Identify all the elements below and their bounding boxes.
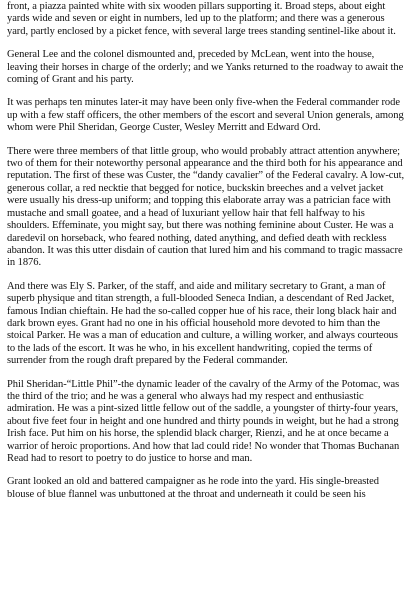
paragraph-3: It was perhaps ten minutes later-it may have been only five-when the Federal commander rode up with a few staff officers, the other members of the escort and several Union generals, among whom were Phil Sheridan, George Custer, Wesley Merritt and Edward Ord. — [7, 97, 404, 134]
paragraph-2: General Lee and the colonel dismounted and, preceded by McLean, went into the house, leaving their horses in charge of the orderly; and we Yanks returned to the roadway to await the coming of Grant and his party. — [7, 49, 404, 86]
paragraph-5: And there was Ely S. Parker, of the staff, and aide and military secretary to Grant, a man of superb physique and titan strength, a full-blooded Seneca Indian, a descendant of Red Jacket, famous Indian chieftain. He had the so-called copper hue of his race, their long black hair and dark brown eyes. Grant had no one in his official household more devoted to him than the stoical Parker. He was a man of education and culture, a willing worker, and always courteous to the lads of the escort. It was he who, in his excellent handwriting, copied the terms of surrender from the rough draft prepared by the Federal commander. — [7, 280, 398, 367]
paragraph-4: There were three members of that little group, who would probably attract attention anywhere; two of them for their noteworthy personal appearance and the third both for his appearance and reputation. The first of these was Custer, the “dandy cavalier” of the Federal cavalry. A low-cut, generous collar, a red necktie that begged for notice, buckskin breeches and a velvet jacket were usually his dress-up uniform; and topping this elaborate array was a patrician face with mustache and small goatee, and a head of luxuriant yellow hair that fell halfway to his shoulders. Effeminate, you might say, but there was nothing feminine about Custer. He was a daredevil on horseback, who feared nothing, dated anything, and defied death with reckless abandon. It was this utter disdain of caution that lured him and his command to tragic massacre in 1876. — [7, 145, 405, 269]
paragraph-7: Grant looked an old and battered campaigner as he rode into the yard. His single-breasted blouse of blue flannel was unbuttoned at the throat and underneath it could be seen his — [7, 476, 379, 500]
paragraph-6: Phil Sheridan-“Little Phil”-the dynamic leader of the cavalry of the Army of the Potomac, was the third of the trio; and he was a general who always had my respect and enthusiastic admiration. He was a pint-sized little fellow out of the saddle, a youngster of thirty-four years, about five feet four in height and one hundred and thirty pounds in weight, but he had a strong Irish face. Put him on his horse, the splendid black charger, Rienzi, and he at once became a warrior of heroic proportions. And how that lad could ride! No wonder that Thomas Buchanan Read had to resort to poetry to do justice to horse and man. — [7, 378, 400, 464]
paragraph-1: front, a piazza painted white with six wooden pillars supporting it. Broad steps, about eight yards wide and seven or eight in numbers, led up to the platform; and there was a generous yard, partly enclosed by a picket fence, with several large trees standing sentinel-like about it. — [7, 1, 396, 37]
